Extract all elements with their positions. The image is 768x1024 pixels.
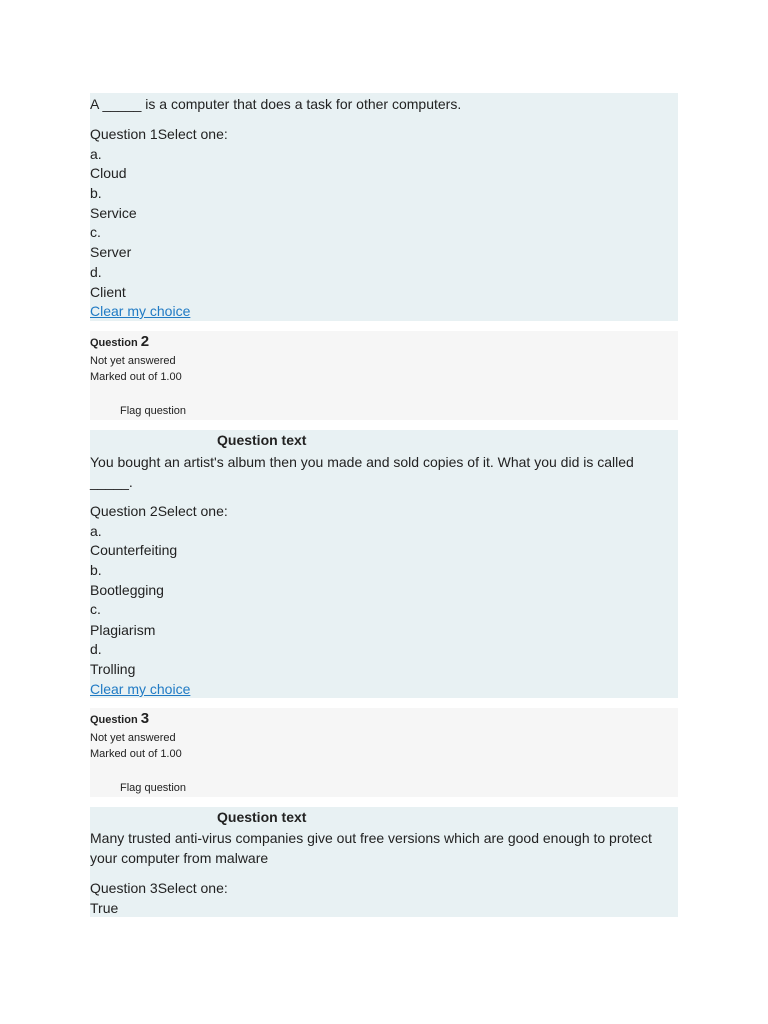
question-2-number <box>90 335 149 350</box>
question-2-grade: Marked out of 1.00 <box>90 371 182 383</box>
question-2-option-c-letter[interactable]: c. <box>90 601 101 617</box>
question-3-content <box>90 807 678 917</box>
question-3-select-label: Question 3Select one: <box>90 880 228 896</box>
question-3-text-line1: Many trusted anti-virus companies give out free versions which are good enough to protect <box>90 830 652 846</box>
question-1-option-d-letter[interactable]: d. <box>90 264 102 280</box>
question-1-option-b[interactable]: Service <box>90 205 137 221</box>
question-2-text-line1: You bought an artist's album then you made and sold copies of it. What you did is called <box>90 454 634 470</box>
question-3-grade: Marked out of 1.00 <box>90 748 182 760</box>
question-2-info <box>90 331 678 420</box>
question-1-select-label: Question 1Select one: <box>90 126 228 142</box>
question-2-label: Question <box>90 337 138 349</box>
question-3-flag-button[interactable]: Flag question <box>120 782 187 794</box>
question-1-option-a[interactable]: Cloud <box>90 165 127 181</box>
question-3-label: Question <box>90 714 138 726</box>
question-1-option-c[interactable]: Server <box>90 244 132 260</box>
question-2-option-b[interactable]: Bootlegging <box>90 582 164 598</box>
question-3-info <box>90 708 678 797</box>
question-2-content <box>90 430 678 698</box>
question-3-text-line2: your computer from malware <box>90 850 269 866</box>
question-1-clear-choice-link[interactable]: Clear my choice <box>90 303 191 319</box>
question-2-state: Not yet answered <box>90 355 176 367</box>
question-2-option-a-letter[interactable]: a. <box>90 523 102 539</box>
question-2-flag-button[interactable]: Flag question <box>120 405 187 417</box>
question-1-text: A _____ is a computer that does a task for other computers. <box>90 96 462 112</box>
question-2-text-line2: _____. <box>90 474 133 490</box>
question-1-option-b-letter[interactable]: b. <box>90 185 102 201</box>
question-2-option-b-letter[interactable]: b. <box>90 562 102 578</box>
question-2-option-a[interactable]: Counterfeiting <box>90 542 178 558</box>
question-2-text-heading: Question text <box>217 432 307 448</box>
question-1-option-a-letter[interactable]: a. <box>90 146 102 162</box>
question-3-state: Not yet answered <box>90 732 176 744</box>
question-1-option-d[interactable]: Client <box>90 284 126 300</box>
question-2-select-label: Question 2Select one: <box>90 503 228 519</box>
question-3-number <box>90 712 149 727</box>
question-2-option-d[interactable]: Trolling <box>90 661 136 677</box>
question-1-option-c-letter[interactable]: c. <box>90 224 101 240</box>
question-2-option-c[interactable]: Plagiarism <box>90 622 156 638</box>
question-3-text-heading: Question text <box>217 809 307 825</box>
question-2-num: 2 <box>140 333 150 350</box>
question-3-option-true[interactable]: True <box>90 900 119 916</box>
question-2-option-d-letter[interactable]: d. <box>90 641 102 657</box>
question-3-num: 3 <box>140 710 150 727</box>
question-1-content <box>90 93 678 321</box>
question-2-clear-choice-link[interactable]: Clear my choice <box>90 681 191 697</box>
